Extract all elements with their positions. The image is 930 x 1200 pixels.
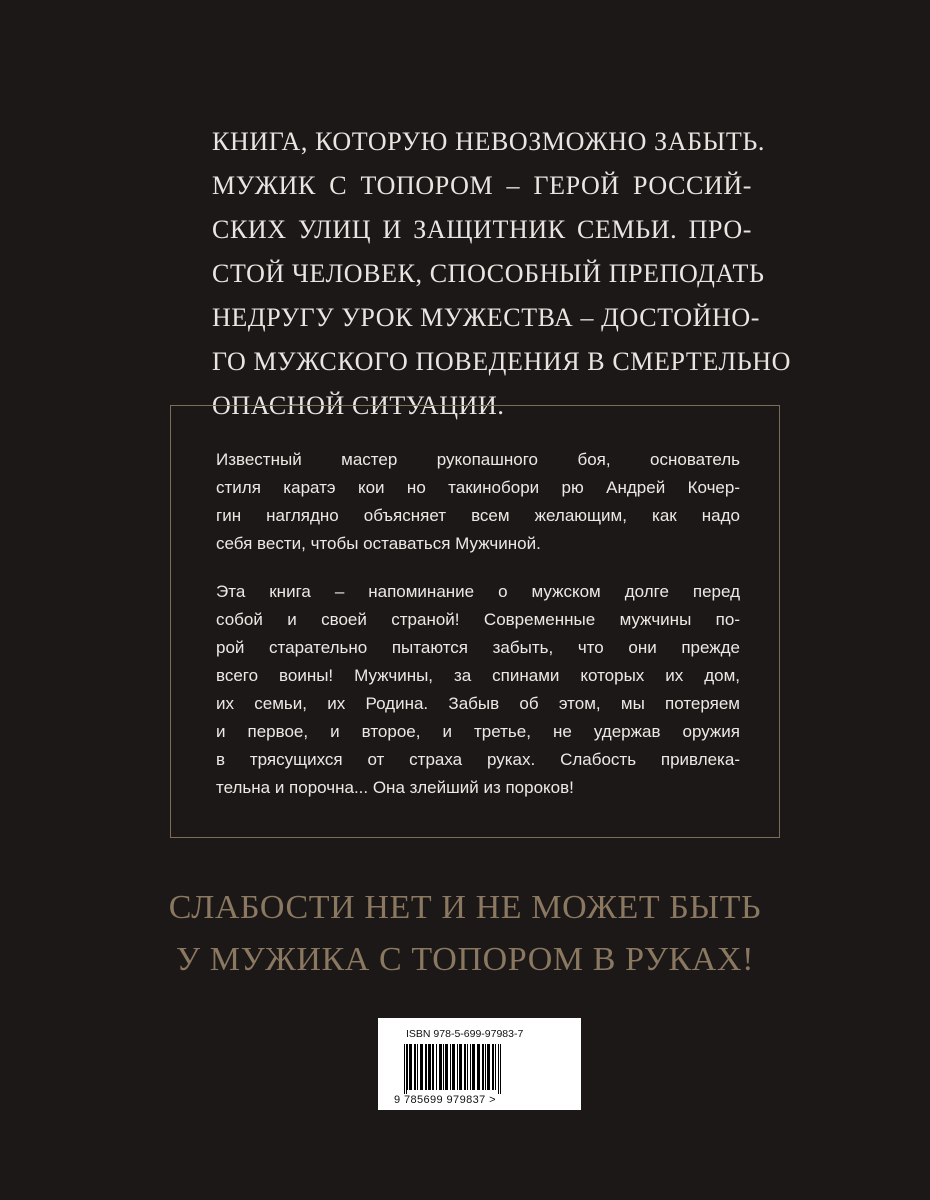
barcode-bar [428, 1044, 431, 1090]
intro-line: КНИГА, КОТОРУЮ НЕВОЗМОЖНО ЗАБЫТЬ. [212, 127, 766, 156]
intro-line: ГО МУЖСКОГО ПОВЕДЕНИЯ В СМЕРТЕЛЬНО [212, 347, 791, 376]
barcode-bar [420, 1044, 423, 1090]
barcode-bar [464, 1044, 466, 1090]
intro-line: МУЖИК С ТОПОРОМ – ГЕРОЙ РОССИЙ- [212, 171, 752, 200]
barcode-bar [485, 1044, 486, 1090]
barcode-bar [443, 1044, 444, 1090]
slogan [165, 882, 765, 986]
barcode-bar [425, 1044, 427, 1090]
paragraph-line: тельна и порочна... Она злейший из пороков! [216, 778, 574, 797]
barcode-bar [472, 1044, 475, 1090]
paragraph-line: в трясущихся от страха руках. Слабость привлека- [216, 750, 740, 769]
barcode-digits: 9 785699 979837 > [394, 1094, 496, 1106]
slogan-line-2: У МУЖИКА С ТОПОРОМ В РУКАХ! [175, 941, 754, 978]
paragraph-line: всего воины! Мужчины, за спинами которых их дом, [216, 666, 740, 685]
barcode-bar [467, 1044, 468, 1090]
intro-line: СКИХ УЛИЦ И ЗАЩИТНИК СЕМЬИ. ПРО- [212, 215, 752, 244]
barcode-bar [409, 1044, 412, 1090]
barcode-bar [450, 1044, 451, 1090]
isbn-label: ISBN 978-5-699-97983-7 [406, 1028, 524, 1040]
intro-line: ОПАСНОЙ СИТУАЦИИ. [212, 391, 505, 420]
barcode-bar [477, 1044, 480, 1090]
barcode-bar [417, 1044, 418, 1090]
barcode-bar [445, 1044, 448, 1090]
intro-line: СТОЙ ЧЕЛОВЕК, СПОСОБНЫЙ ПРЕПОДАТЬ [212, 259, 765, 288]
description-frame [170, 405, 780, 838]
paragraph-line: гин наглядно объясняет всем желающим, как надо [216, 506, 740, 525]
paragraph-line: Эта книга – напоминание о мужском долге перед [216, 582, 740, 601]
description-paragraph-1 [216, 446, 740, 558]
paragraph-line: их семьи, их Родина. Забыв об этом, мы потеряем [216, 694, 740, 713]
eksmo-logo-icon [525, 1038, 573, 1090]
paragraph-line: Известный мастер рукопашного боя, основатель [216, 450, 740, 469]
barcode-bar [482, 1044, 484, 1090]
barcode-guard-bar [406, 1044, 407, 1094]
paragraph-line: рой старательно пытаются забыть, что они прежде [216, 638, 740, 657]
paragraph-line: стиля каратэ кои но такинобори рю Андрей Кочер- [216, 478, 740, 497]
paragraph-line: себя вести, чтобы оставаться Мужчиной. [216, 534, 541, 553]
barcode-bar [452, 1044, 455, 1090]
barcode-bar [407, 1044, 408, 1090]
description-paragraph-2 [216, 578, 740, 802]
barcode [404, 1044, 516, 1094]
barcode-bar [459, 1044, 462, 1090]
barcode-guard-bar [404, 1044, 405, 1094]
barcode-bar [436, 1044, 437, 1090]
intro-line: НЕДРУГУ УРОК МУЖЕСТВА – ДОСТОЙНО- [212, 303, 761, 332]
barcode-guard-bar [500, 1044, 501, 1094]
barcode-bar [457, 1044, 458, 1090]
barcode-guard-bar [498, 1044, 499, 1094]
paragraph-line: и первое, и второе, и третье, не удержав оружия [216, 722, 740, 741]
slogan-line-1: СЛАБОСТИ НЕТ И НЕ МОЖЕТ БЫТЬ [168, 889, 762, 926]
barcode-bar [432, 1044, 434, 1090]
paragraph-line: собой и своей страной! Современные мужчины по- [216, 610, 740, 629]
barcode-bar [495, 1044, 496, 1090]
barcode-bar [492, 1044, 494, 1090]
intro-text [212, 120, 791, 428]
barcode-bar [487, 1044, 490, 1090]
barcode-bar [414, 1044, 416, 1090]
barcode-bar [439, 1044, 442, 1090]
barcode-bar [470, 1044, 471, 1090]
